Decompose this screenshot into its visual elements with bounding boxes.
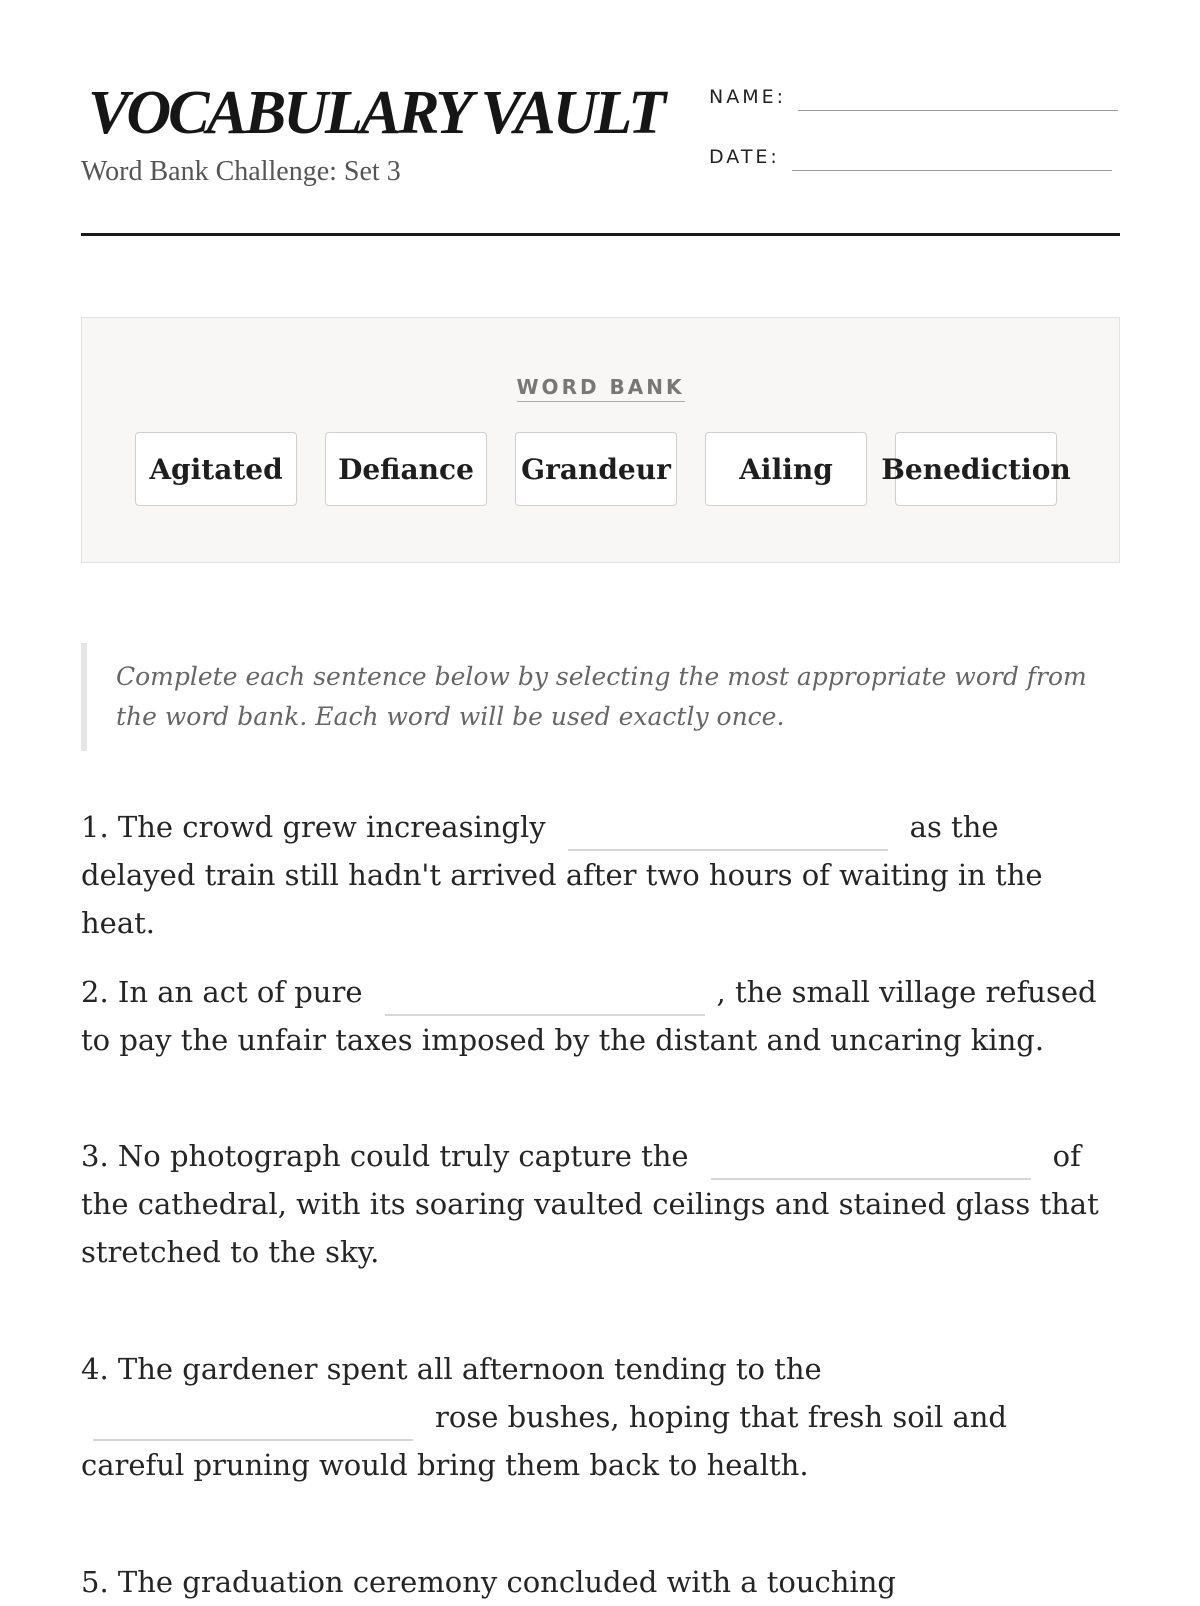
- word-bank-title: WORD BANK: [517, 375, 685, 402]
- question-3-before: 3. No photograph could truly capture the: [81, 1139, 689, 1173]
- name-input-line[interactable]: [798, 84, 1118, 111]
- question-4-before: 4. The gardener spent all afternoon tending to the: [81, 1352, 822, 1386]
- question-1-after: as the delayed train still hadn't arrived after two hours of waiting in the heat.: [81, 810, 1043, 940]
- answer-blank-2[interactable]: [385, 978, 705, 1016]
- date-field: [709, 144, 1112, 171]
- question-1: [81, 803, 1111, 947]
- question-2-before: 2. In an act of pure: [81, 975, 363, 1009]
- name-label: NAME:: [709, 86, 787, 108]
- question-4-after: rose bushes, hoping that fresh soil and careful pruning would bring them back to health.: [81, 1400, 1007, 1482]
- question-1-before: 1. The crowd grew increasingly: [81, 810, 546, 844]
- question-3: [81, 1132, 1111, 1276]
- answer-blank-1[interactable]: [568, 813, 888, 851]
- word-chip-ailing[interactable]: Ailing: [705, 432, 867, 506]
- word-chip-benediction[interactable]: Benediction: [895, 432, 1057, 506]
- date-input-line[interactable]: [792, 144, 1112, 171]
- worksheet-subtitle: Word Bank Challenge: Set 3: [81, 156, 401, 187]
- question-5: [81, 1558, 1111, 1606]
- header-divider: [81, 233, 1120, 236]
- question-2: [81, 968, 1111, 1064]
- word-chip-grandeur[interactable]: Grandeur: [515, 432, 677, 506]
- question-3-after: of the cathedral, with its soaring vaulted ceilings and stained glass that stretched to the sky.: [81, 1139, 1099, 1269]
- answer-blank-3[interactable]: [711, 1142, 1031, 1180]
- question-2-after: , the small village refused to pay the unfair taxes imposed by the distant and uncaring king.: [81, 975, 1097, 1057]
- word-chip-agitated[interactable]: Agitated: [135, 432, 297, 506]
- word-bank-list: [135, 432, 1085, 506]
- word-bank-heading: [81, 375, 1120, 399]
- question-4: [81, 1345, 1111, 1489]
- worksheet-title: VOCABULARY VAULT: [88, 79, 663, 147]
- instructions: Complete each sentence below by selecting the most appropriate word from the word bank. Each word will be used exactly once.: [81, 643, 1126, 751]
- word-chip-defiance[interactable]: Defiance: [325, 432, 487, 506]
- date-label: DATE:: [709, 146, 780, 168]
- question-5-before: 5. The graduation ceremony concluded with a touching: [81, 1565, 896, 1599]
- name-field: [709, 84, 1118, 111]
- answer-blank-4[interactable]: [93, 1403, 413, 1441]
